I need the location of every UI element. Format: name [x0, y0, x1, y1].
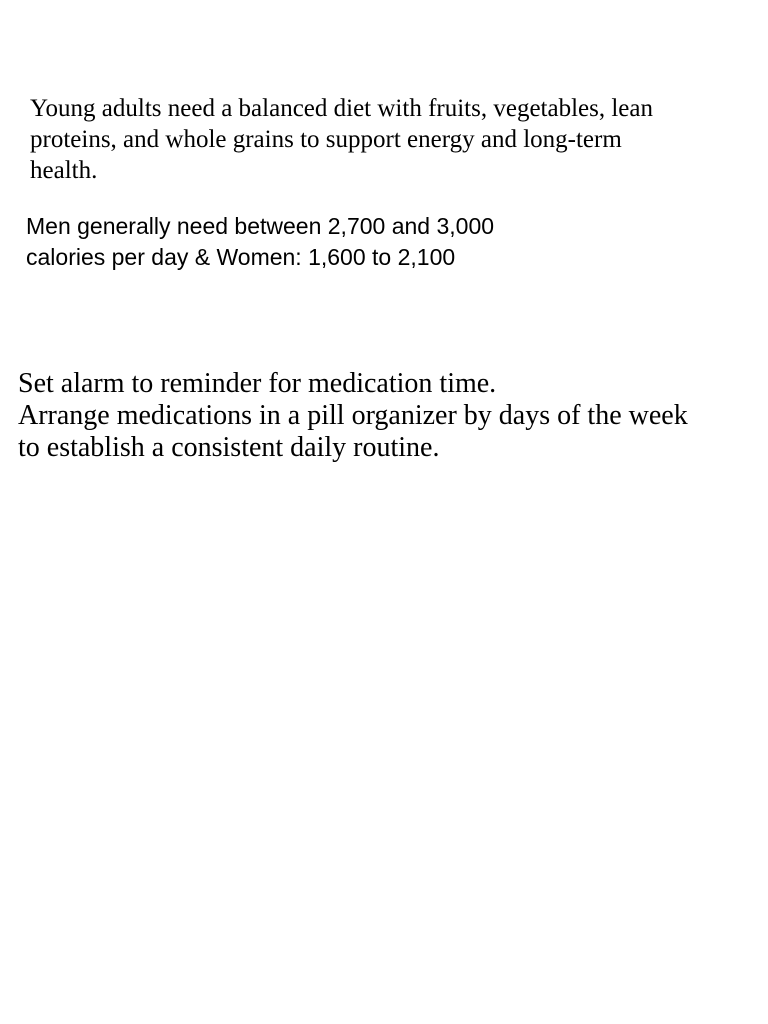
calories-text-note[interactable]: Men generally need between 2,700 and 3,000 calories per day & Women: 1,600 to 2,100: [26, 213, 495, 270]
diet-text-note[interactable]: Young adults need a balanced diet with fruits, vegetables, lean proteins, and whole grains to support energy and long-term health.: [30, 95, 653, 184]
medication-text-note[interactable]: Set alarm to reminder for medication time. Arrange medications in a pill organizer by days of the week to establish a consistent daily routine.: [18, 368, 688, 463]
